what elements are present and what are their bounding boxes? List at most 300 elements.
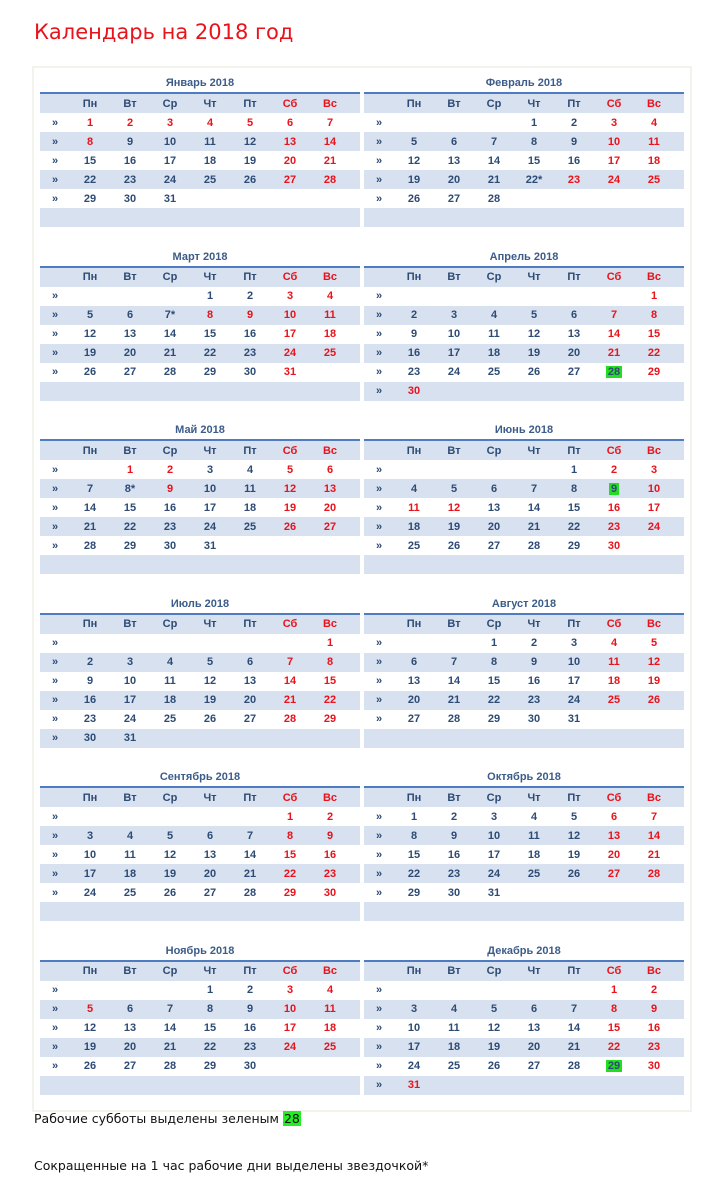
day-cell: 18 <box>163 694 177 706</box>
day-cell: 17 <box>283 328 297 340</box>
week-arrow-icon[interactable]: » <box>51 984 59 996</box>
day-cell: 3 <box>286 984 294 996</box>
day-cell: 21 <box>447 694 461 706</box>
day-cell: 22 <box>323 694 337 706</box>
week-arrow-icon[interactable]: » <box>375 539 383 552</box>
week-arrow-icon[interactable]: » <box>375 1079 383 1091</box>
weekday-header: Чт <box>203 965 217 977</box>
weekday-header: Чт <box>527 444 541 457</box>
day-cell: 1 <box>86 116 94 129</box>
week-arrow-icon[interactable]: » <box>375 385 383 397</box>
month-title: Сентябрь 2018 <box>40 769 360 788</box>
weekday-header-row <box>40 441 360 460</box>
weekday-header: Сб <box>606 271 622 283</box>
day-cell: 6 <box>570 309 578 321</box>
day-cell: 27 <box>487 539 501 552</box>
shortened-days-note: Сокращенные на 1 час рабочие дни выделены звездочкой* <box>34 1158 429 1173</box>
week-row <box>364 634 684 653</box>
week-row <box>364 807 684 826</box>
day-cell: 5 <box>410 135 418 148</box>
day-cell: 19 <box>527 347 541 359</box>
day-cell: 31 <box>203 539 217 552</box>
day-cell: 22 <box>203 347 217 359</box>
day-cell: 26 <box>407 192 421 205</box>
day-cell: 13 <box>567 328 581 340</box>
day-cell: 12 <box>243 135 257 148</box>
week-row <box>364 1000 684 1019</box>
week-arrow-icon[interactable]: » <box>375 713 383 725</box>
day-cell: 19 <box>163 867 177 880</box>
week-row <box>364 536 684 555</box>
day-cell: 2 <box>86 656 94 668</box>
month-block <box>40 242 360 401</box>
day-cell: 30 <box>243 366 257 378</box>
day-cell: 24 <box>123 713 137 725</box>
week-arrow-icon[interactable]: » <box>51 347 59 359</box>
week-arrow-icon[interactable]: » <box>375 463 383 476</box>
working-saturday-day: 9 <box>610 482 618 495</box>
day-cell: 6 <box>530 1003 538 1015</box>
day-cell: 13 <box>447 154 461 167</box>
week-row <box>364 344 684 363</box>
week-arrow-icon[interactable]: » <box>51 135 59 148</box>
week-arrow-icon[interactable]: » <box>51 1041 59 1053</box>
week-arrow-icon[interactable]: » <box>51 732 59 744</box>
day-cell: 13 <box>407 675 421 687</box>
day-cell: 14 <box>567 1022 581 1034</box>
day-cell: 29 <box>123 539 137 552</box>
day-cell: 6 <box>206 829 214 842</box>
day-cell: 8 <box>206 309 214 321</box>
week-arrow-icon[interactable]: » <box>51 829 59 842</box>
week-arrow-icon[interactable]: » <box>375 366 383 378</box>
day-cell: 23 <box>447 867 461 880</box>
day-cell: 31 <box>487 886 501 899</box>
day-cell: 13 <box>283 135 297 148</box>
day-cell: 31 <box>163 192 177 205</box>
week-arrow-icon[interactable]: » <box>51 328 59 340</box>
week-row <box>40 517 360 536</box>
day-cell: 26 <box>83 1060 97 1072</box>
day-cell: 3 <box>650 463 658 476</box>
week-row <box>40 132 360 151</box>
day-cell: 17 <box>407 1041 421 1053</box>
day-cell: 11 <box>324 309 336 321</box>
weekday-header: Пн <box>406 618 422 630</box>
week-arrow-icon[interactable]: » <box>51 116 59 129</box>
week-row <box>364 981 684 1000</box>
week-arrow-icon[interactable]: » <box>51 1003 59 1015</box>
week-arrow-icon[interactable]: » <box>51 290 59 302</box>
week-row <box>364 691 684 710</box>
weekday-header-row <box>364 441 684 460</box>
weekday-header: Вт <box>447 618 461 630</box>
month-title: Май 2018 <box>40 422 360 441</box>
day-cell: 2 <box>450 810 458 823</box>
day-cell: 29 <box>283 886 297 899</box>
day-cell: 14 <box>607 328 621 340</box>
week-arrow-icon[interactable]: » <box>375 694 383 706</box>
week-arrow-icon[interactable]: » <box>51 694 59 706</box>
day-cell: 25 <box>607 694 621 706</box>
week-row <box>364 189 684 208</box>
week-row <box>40 710 360 729</box>
weekday-header: Сб <box>606 97 622 110</box>
day-cell: 18 <box>607 675 621 687</box>
day-cell: 24 <box>163 173 177 186</box>
day-cell: 20 <box>323 501 337 514</box>
week-arrow-icon[interactable]: » <box>375 1041 383 1053</box>
day-cell: 3 <box>86 829 94 842</box>
day-cell: 29 <box>203 1060 217 1072</box>
day-cell: 24 <box>607 173 621 186</box>
week-arrow-icon[interactable]: » <box>51 1060 59 1072</box>
day-cell: 28 <box>163 1060 177 1072</box>
day-cell: 24 <box>283 347 297 359</box>
day-cell: 15 <box>407 848 421 861</box>
day-cell: 16 <box>407 347 421 359</box>
week-arrow-icon[interactable]: » <box>375 347 383 359</box>
day-cell: 16 <box>163 501 177 514</box>
week-arrow-icon[interactable]: » <box>51 173 59 186</box>
day-cell: 2 <box>650 984 658 996</box>
week-arrow-icon[interactable]: » <box>51 192 59 205</box>
weekday-header-row <box>364 268 684 287</box>
day-cell: 3 <box>450 309 458 321</box>
day-cell: 7 <box>570 1003 578 1015</box>
weekday-header: Вс <box>322 271 338 283</box>
week-arrow-icon[interactable]: » <box>375 984 383 996</box>
week-arrow-icon[interactable]: » <box>51 810 59 823</box>
week-row <box>40 691 360 710</box>
day-cell: 17 <box>283 1022 297 1034</box>
day-cell: 24 <box>567 694 581 706</box>
day-cell: 8 <box>610 1003 618 1015</box>
week-arrow-icon[interactable]: » <box>51 886 59 899</box>
day-cell: 7 <box>490 135 498 148</box>
month-block <box>364 242 684 401</box>
day-cell: 11 <box>528 829 540 842</box>
day-cell: 23 <box>243 347 257 359</box>
day-cell: 19 <box>283 501 297 514</box>
day-cell: 26 <box>487 1060 501 1072</box>
weekday-header-row <box>40 615 360 634</box>
week-arrow-icon[interactable]: » <box>375 154 383 167</box>
day-cell: 21 <box>527 520 541 533</box>
day-cell: 25 <box>487 366 501 378</box>
day-cell: 11 <box>244 482 256 495</box>
week-arrow-icon[interactable]: » <box>375 1003 383 1015</box>
day-cell: 24 <box>447 366 461 378</box>
week-row <box>364 1019 684 1038</box>
day-cell: 19 <box>83 347 97 359</box>
week-arrow-icon[interactable]: » <box>375 290 383 302</box>
day-cell: 18 <box>647 154 661 167</box>
day-cell: 18 <box>123 867 137 880</box>
weekday-header: Вс <box>322 97 338 110</box>
day-cell: 10 <box>647 482 661 495</box>
week-arrow-icon[interactable]: » <box>375 135 383 148</box>
week-row <box>40 845 360 864</box>
day-cell: 16 <box>243 328 257 340</box>
week-arrow-icon[interactable]: » <box>51 637 59 649</box>
day-cell: 23 <box>123 173 137 186</box>
day-cell: 13 <box>527 1022 541 1034</box>
month-title: Декабрь 2018 <box>364 943 684 962</box>
day-cell: 21 <box>283 694 297 706</box>
day-cell: 9 <box>650 1003 658 1015</box>
day-cell: 1 <box>126 463 134 476</box>
week-row <box>364 672 684 691</box>
week-row <box>364 902 684 921</box>
week-arrow-icon[interactable]: » <box>375 1060 383 1072</box>
weekday-header: Пт <box>567 444 581 457</box>
day-cell: 4 <box>166 656 174 668</box>
day-cell: 22 <box>487 694 501 706</box>
day-cell: 6 <box>490 482 498 495</box>
day-cell: 3 <box>490 810 498 823</box>
week-arrow-icon[interactable]: » <box>51 1022 59 1034</box>
week-arrow-icon[interactable]: » <box>51 463 59 476</box>
weekday-header: Пн <box>406 791 422 804</box>
week-arrow-icon[interactable]: » <box>51 501 59 514</box>
day-cell: 10 <box>283 1003 297 1015</box>
weekday-header: Пт <box>567 97 581 110</box>
weekday-header: Вс <box>646 791 662 804</box>
weekday-header: Сб <box>282 965 298 977</box>
weekday-header: Пн <box>406 271 422 283</box>
month-title: Октябрь 2018 <box>364 769 684 788</box>
day-cell: 25 <box>203 173 217 186</box>
day-cell: 14 <box>647 829 661 842</box>
week-arrow-icon[interactable]: » <box>51 675 59 687</box>
week-row <box>364 325 684 344</box>
day-cell: 1 <box>570 463 578 476</box>
week-arrow-icon[interactable]: » <box>51 867 59 880</box>
week-arrow-icon[interactable]: » <box>51 656 59 668</box>
day-cell: 2 <box>326 810 334 823</box>
day-cell: 10 <box>407 1022 421 1034</box>
weekday-header: Чт <box>203 97 217 110</box>
week-arrow-icon[interactable]: » <box>51 482 59 495</box>
day-cell: 20 <box>243 694 257 706</box>
weekday-header: Вс <box>646 97 662 110</box>
week-arrow-icon[interactable]: » <box>51 366 59 378</box>
day-cell: 12 <box>83 328 97 340</box>
day-cell: 2 <box>530 637 538 649</box>
day-cell: 27 <box>323 520 337 533</box>
week-arrow-icon[interactable]: » <box>375 848 383 861</box>
day-cell: 20 <box>123 1041 137 1053</box>
day-cell: 5 <box>86 309 94 321</box>
week-row <box>364 113 684 132</box>
week-row <box>364 170 684 189</box>
day-cell: 13 <box>607 829 621 842</box>
weekday-header: Пн <box>82 618 98 630</box>
day-cell: 14 <box>487 154 501 167</box>
day-cell: 26 <box>283 520 297 533</box>
day-cell: 11 <box>324 1003 336 1015</box>
day-cell: 11 <box>648 135 660 148</box>
week-row <box>40 170 360 189</box>
week-row <box>40 382 360 401</box>
day-cell: 19 <box>647 675 661 687</box>
week-arrow-icon[interactable]: » <box>375 810 383 823</box>
week-arrow-icon[interactable]: » <box>375 867 383 880</box>
day-cell: 19 <box>203 694 217 706</box>
day-cell: 18 <box>527 848 541 861</box>
day-cell: 19 <box>407 173 421 186</box>
week-arrow-icon[interactable]: » <box>375 192 383 205</box>
day-cell: 9 <box>166 482 174 495</box>
weekday-header: Ср <box>162 444 178 457</box>
calendar-grid <box>32 66 692 1112</box>
day-cell: 2 <box>410 309 418 321</box>
week-arrow-icon[interactable]: » <box>375 309 383 321</box>
weekday-header-row <box>40 94 360 113</box>
weekday-header: Вс <box>646 965 662 977</box>
weekday-header: Вс <box>646 618 662 630</box>
week-row <box>364 460 684 479</box>
day-cell: 14 <box>447 675 461 687</box>
day-cell: 1 <box>286 810 294 823</box>
week-arrow-icon[interactable]: » <box>375 482 383 495</box>
day-cell: 7 <box>610 309 618 321</box>
day-cell: 22 <box>83 173 97 186</box>
week-row <box>364 1057 684 1076</box>
day-cell: 5 <box>166 829 174 842</box>
week-arrow-icon[interactable]: » <box>375 637 383 649</box>
week-arrow-icon[interactable]: » <box>375 886 383 899</box>
day-cell: 14 <box>323 135 337 148</box>
week-row <box>364 710 684 729</box>
week-row <box>40 1038 360 1057</box>
weekday-header: Пн <box>406 965 422 977</box>
day-cell: 16 <box>323 848 337 861</box>
day-cell: 31 <box>407 1079 421 1091</box>
day-cell: 4 <box>326 290 334 302</box>
week-arrow-icon[interactable]: » <box>51 539 59 552</box>
weekday-header: Вт <box>447 965 461 977</box>
month-title: Январь 2018 <box>40 75 360 94</box>
day-cell: 20 <box>407 694 421 706</box>
day-cell: 15 <box>607 1022 621 1034</box>
week-row <box>40 151 360 170</box>
month-block <box>40 68 360 227</box>
working-saturday-example: 28 <box>283 1111 300 1126</box>
day-cell: 11 <box>124 848 136 861</box>
day-cell: 15 <box>567 501 581 514</box>
month-title: Июль 2018 <box>40 596 360 615</box>
weekday-header: Ср <box>486 791 502 804</box>
weekday-header: Ср <box>486 97 502 110</box>
day-cell: 26 <box>647 694 661 706</box>
day-cell: 2 <box>246 984 254 996</box>
day-cell: 3 <box>206 463 214 476</box>
week-arrow-icon[interactable]: » <box>375 675 383 687</box>
day-cell: 28 <box>447 713 461 725</box>
weekday-header: Пт <box>243 618 257 630</box>
weekday-header-row <box>364 962 684 981</box>
day-cell: 11 <box>164 675 176 687</box>
week-arrow-icon[interactable]: » <box>375 173 383 186</box>
day-cell: 25 <box>123 886 137 899</box>
week-arrow-icon[interactable]: » <box>51 154 59 167</box>
day-cell: 28 <box>283 713 297 725</box>
day-cell: 27 <box>243 713 257 725</box>
day-cell <box>594 483 634 495</box>
day-cell: 30 <box>647 1060 661 1072</box>
day-cell: 24 <box>203 520 217 533</box>
weekday-header: Чт <box>527 791 541 804</box>
month-title: Июнь 2018 <box>364 422 684 441</box>
weekday-header: Пт <box>567 271 581 283</box>
week-arrow-icon[interactable]: » <box>375 501 383 514</box>
day-cell: 25 <box>323 1041 337 1053</box>
day-cell: 5 <box>286 463 294 476</box>
week-arrow-icon[interactable]: » <box>375 116 383 129</box>
weekday-header: Пн <box>406 444 422 457</box>
weekday-header: Чт <box>527 965 541 977</box>
week-arrow-icon[interactable]: » <box>51 520 59 533</box>
day-cell: 10 <box>163 135 177 148</box>
day-cell: 21 <box>163 1041 177 1053</box>
weekday-header: Ср <box>486 965 502 977</box>
week-arrow-icon[interactable]: » <box>375 520 383 533</box>
weekday-header: Сб <box>606 618 622 630</box>
day-cell: 12 <box>203 675 217 687</box>
week-arrow-icon[interactable]: » <box>375 656 383 668</box>
week-arrow-icon[interactable]: » <box>51 309 59 321</box>
day-cell: 20 <box>607 848 621 861</box>
day-cell: 30 <box>607 539 621 552</box>
day-cell: 7 <box>530 482 538 495</box>
day-cell: 22* <box>525 173 543 186</box>
day-cell: 29 <box>567 539 581 552</box>
day-cell: 12 <box>527 328 541 340</box>
day-cell: 17 <box>607 154 621 167</box>
day-cell: 26 <box>163 886 177 899</box>
week-arrow-icon[interactable]: » <box>51 848 59 861</box>
day-cell: 25 <box>407 539 421 552</box>
day-cell: 26 <box>527 366 541 378</box>
week-row <box>40 113 360 132</box>
day-cell: 9 <box>570 135 578 148</box>
day-cell: 27 <box>527 1060 541 1072</box>
day-cell: 23 <box>407 366 421 378</box>
week-arrow-icon[interactable]: » <box>51 713 59 725</box>
day-cell: 21 <box>487 173 501 186</box>
day-cell: 10 <box>83 848 97 861</box>
day-cell: 12 <box>487 1022 501 1034</box>
weekday-header: Пт <box>243 97 257 110</box>
day-cell: 17 <box>567 675 581 687</box>
day-cell: 8 <box>326 656 334 668</box>
day-cell: 8* <box>124 482 136 495</box>
day-cell: 8 <box>490 656 498 668</box>
week-row <box>364 883 684 902</box>
day-cell: 10 <box>567 656 581 668</box>
week-arrow-icon[interactable]: » <box>375 829 383 842</box>
weekday-header: Пн <box>82 965 98 977</box>
weekday-header-row <box>40 788 360 807</box>
day-cell: 21 <box>163 347 177 359</box>
weekday-header: Пт <box>243 791 257 804</box>
weekday-header: Чт <box>527 271 541 283</box>
week-arrow-icon[interactable]: » <box>375 1022 383 1034</box>
day-cell: 25 <box>447 1060 461 1072</box>
week-arrow-icon[interactable]: » <box>375 328 383 340</box>
